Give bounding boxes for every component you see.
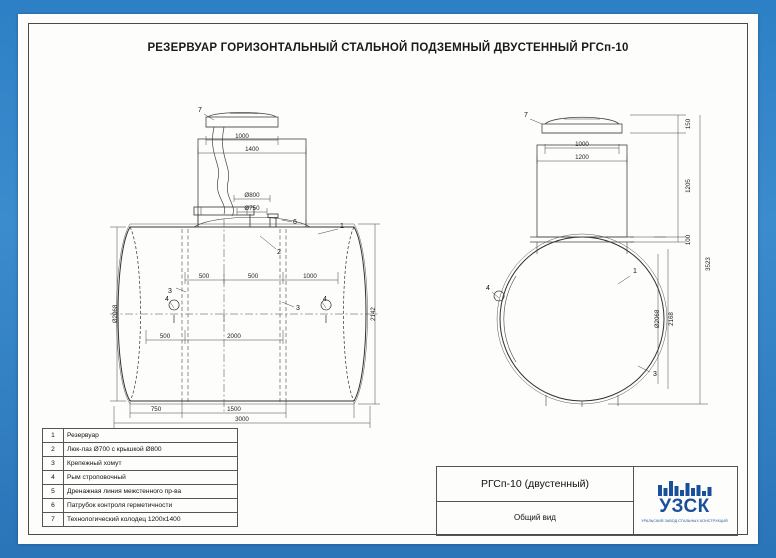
part-number: 2 (43, 443, 64, 457)
callout-side-3: 3 (653, 371, 657, 378)
dim-side-neck-outer: 1200 (575, 154, 589, 161)
callout-front-4a: 4 (165, 296, 169, 303)
callout-side-7: 7 (524, 112, 528, 119)
part-name: Патрубок контроля герметичности (64, 499, 238, 513)
callout-front-3b: 3 (296, 305, 300, 312)
dim-side-neck-inner: 1000 (575, 141, 589, 148)
callout-front-6: 6 (293, 219, 297, 226)
part-number: 1 (43, 429, 64, 443)
dim-side-small-height: 100 (685, 234, 692, 246)
parts-table (42, 428, 238, 527)
company-logo (633, 467, 736, 534)
part-number: 5 (43, 485, 64, 499)
callout-front-2: 2 (277, 249, 281, 256)
part-name: Дренажная линия межстенного пр-ва (64, 485, 238, 499)
dim-diameter-left: Ø2068 (112, 304, 119, 324)
part-name: Технологический колодец 1200х1400 (64, 513, 238, 527)
part-number: 6 (43, 499, 64, 513)
side-view-group (492, 115, 708, 407)
part-name: Крепежный хомут (64, 457, 238, 471)
dim-hatch-outer: Ø800 (244, 192, 260, 199)
dim-foot-mid: 1500 (227, 406, 241, 413)
part-name: Люк-лаз Ø700 с крышкой Ø800 (64, 443, 238, 457)
part-number: 3 (43, 457, 64, 471)
callout-side-4: 4 (486, 285, 490, 292)
table-row (43, 485, 238, 499)
callout-side-1: 1 (633, 268, 637, 275)
dim-span-mid: 500 (247, 273, 259, 280)
table-row (43, 471, 238, 485)
table-row (43, 513, 238, 527)
callout-front-1: 1 (340, 223, 344, 230)
table-row (43, 457, 238, 471)
dim-side-top-height: 150 (685, 118, 692, 130)
logo-subtitle: УРАЛЬСКИЙ ЗАВОД СТАЛЬНЫХ КОНСТРУКЦИЙ (641, 518, 728, 523)
title-block (436, 466, 738, 536)
factory-icon (657, 479, 713, 497)
table-row (43, 499, 238, 513)
title-block-view: Общий вид (437, 501, 634, 534)
table-row (43, 443, 238, 457)
callout-front-7: 7 (198, 107, 202, 114)
drawing-sheet (18, 14, 758, 544)
dim-neck-top-outer: 1400 (245, 146, 259, 153)
callout-front-3a: 3 (168, 288, 172, 295)
dim-span-right: 1000 (303, 273, 317, 280)
dim-side-total-height: 3523 (705, 257, 712, 271)
part-name: Резервуар (64, 429, 238, 443)
dim-foot-left: 750 (150, 406, 162, 413)
logo-text: УЗСК (659, 495, 710, 517)
dim-side-neck-height: 1205 (685, 179, 692, 193)
dim-hatch-inner: Ø750 (244, 205, 260, 212)
dim-bottom-left: 500 (159, 333, 171, 340)
dim-bottom-mid: 2000 (227, 333, 241, 340)
callout-front-4b: 4 (323, 296, 327, 303)
table-row (43, 429, 238, 443)
dim-foot-total: 3000 (235, 416, 249, 423)
dim-neck-top-inner: 1000 (235, 133, 249, 140)
front-view-group (110, 113, 380, 429)
page-title: РЕЗЕРВУАР ГОРИЗОНТАЛЬНЫЙ СТАЛЬНОЙ ПОДЗЕМНЫЙ ДВУСТЕННЫЙ РГСп-10 (147, 42, 629, 54)
dim-span-left: 500 (198, 273, 210, 280)
dim-side-outer-diameter: 2168 (668, 312, 675, 326)
title-block-product: РГСп-10 (двустенный) (437, 467, 634, 502)
dim-height-right: 2142 (370, 307, 377, 321)
part-name: Рым строповочный (64, 471, 238, 485)
dim-side-shell-diameter: Ø2068 (654, 309, 661, 329)
part-number: 7 (43, 513, 64, 527)
part-number: 4 (43, 471, 64, 485)
